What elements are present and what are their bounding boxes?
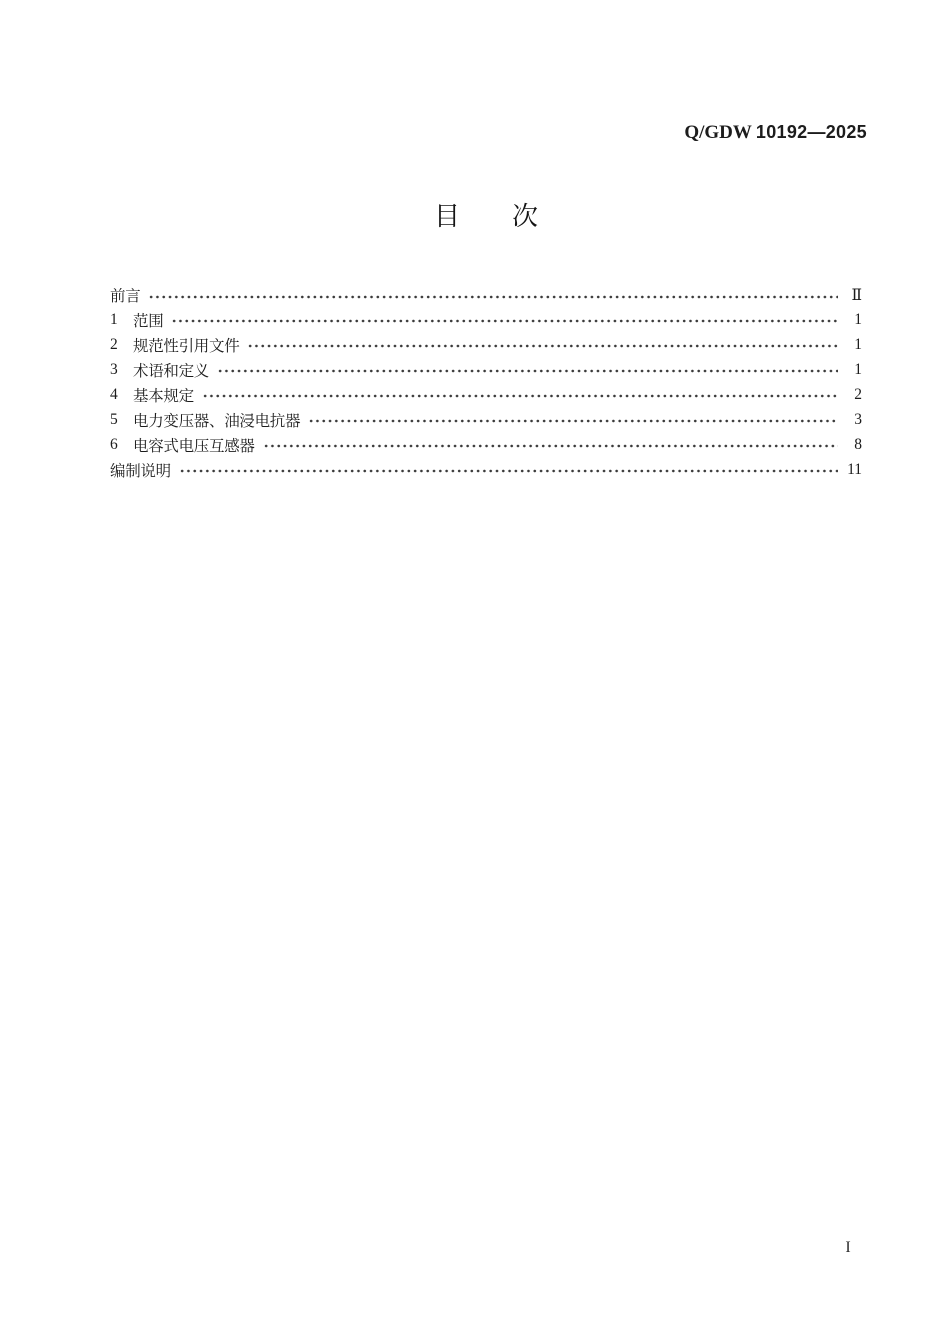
toc-entry[interactable] xyxy=(110,358,862,383)
toc-entry-label: 规范性引用文件 xyxy=(133,338,240,356)
toc-entry-page: 1 xyxy=(854,336,862,354)
toc-entry-number: 4 xyxy=(110,386,118,403)
toc-entry-label: 前言 xyxy=(110,288,141,306)
dot-leader xyxy=(246,337,838,354)
toc-entry-label: 范围 xyxy=(133,313,164,331)
toc-entry[interactable] xyxy=(110,283,862,308)
toc-entry[interactable] xyxy=(110,383,862,408)
toc-entry-number: 6 xyxy=(110,435,118,453)
footer-page-number: I xyxy=(845,1239,851,1256)
toc-entry-label: 术语和定义 xyxy=(133,363,210,381)
page-title: 目次 xyxy=(433,201,590,231)
toc-entry-page: 11 xyxy=(847,460,862,478)
toc-entry-number: 1 xyxy=(110,311,118,329)
standard-code-prefix: Q/GDW xyxy=(684,122,752,143)
standard-code-number: 10192—2025 xyxy=(755,122,867,142)
toc-entry[interactable] xyxy=(110,407,862,432)
toc-entry-number: 5 xyxy=(110,410,118,428)
toc-entry[interactable] xyxy=(110,457,862,482)
dot-leader xyxy=(201,387,838,404)
toc-entry-page: 1 xyxy=(854,361,862,379)
toc-entry-number: 3 xyxy=(110,361,118,379)
toc-entry-number: 2 xyxy=(110,336,118,354)
table-of-contents xyxy=(110,283,862,482)
toc-entry-label: 编制说明 xyxy=(110,462,171,480)
toc-entry-label: 电容式电压互感器 xyxy=(133,437,255,455)
dot-leader xyxy=(307,411,838,428)
toc-entry-label: 基本规定 xyxy=(133,388,194,405)
toc-entry-page: 8 xyxy=(854,435,862,453)
toc-entry-page: 2 xyxy=(854,386,862,403)
document-code-header xyxy=(110,120,867,146)
dot-leader xyxy=(262,436,838,453)
toc-entry-page: Ⅱ xyxy=(851,286,862,304)
dot-leader xyxy=(216,362,838,379)
toc-entry-page: 3 xyxy=(854,410,862,428)
dot-leader xyxy=(147,287,838,304)
toc-entry-label: 电力变压器、油浸电抗器 xyxy=(133,412,301,430)
toc-entry-page: 1 xyxy=(854,311,862,329)
toc-entry[interactable] xyxy=(110,432,862,457)
dot-leader xyxy=(178,461,838,478)
dot-leader xyxy=(170,312,838,329)
toc-entry[interactable] xyxy=(110,308,862,333)
toc-entry[interactable] xyxy=(110,333,862,358)
